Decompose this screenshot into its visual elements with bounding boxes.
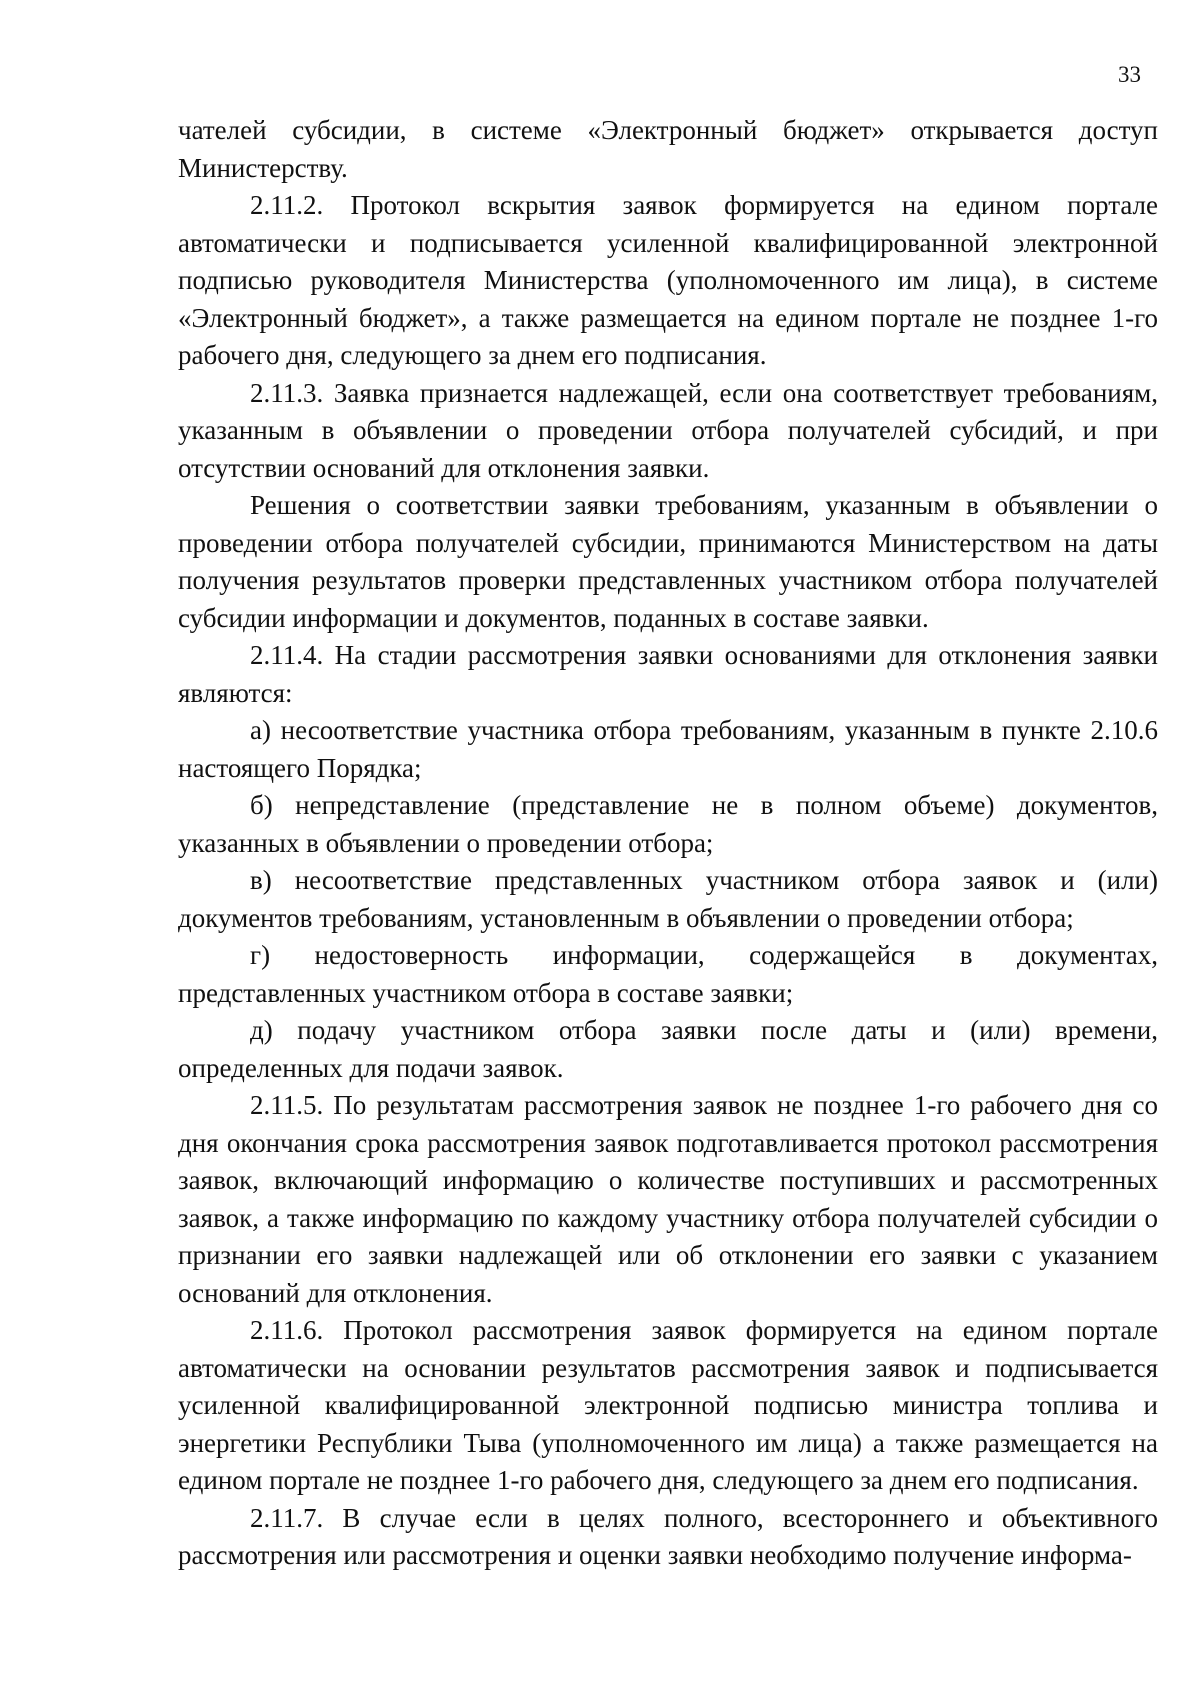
list-item-d: д) подачу участником отбора заявки после даты и (или) времени, определенных для подачи заявок.	[178, 1015, 1158, 1083]
paragraph-2-11-5: 2.11.5. По результатам рассмотрения заявок не позднее 1-го рабочего дня со дня окончания срока рассмотрения заявок подготавливается протокол рассмотрения заявок, включающий информацию о количестве поступивших и рассмотренных заявок, а также информацию по каждому участнику отбора получателей субсидии о признании его заявки надлежащей или об отклонении его заявки с указанием оснований для отклонения.	[178, 1090, 1158, 1308]
list-item-v: в) несоответствие представленных участником отбора заявок и (или) документов требованиям, установленным в объявлении о проведении отбора;	[178, 865, 1158, 933]
list-item-g: г) недостоверность информации, содержащейся в документах, представленных участником отбора в составе заявки;	[178, 940, 1158, 1008]
paragraph-2-11-7: 2.11.7. В случае если в целях полного, всестороннего и объективного рассмотрения или рассмотрения и оценки заявки необходимо получение информа-	[178, 1502, 1158, 1570]
page-number: 33	[1118, 62, 1141, 87]
list-item-a: а) несоответствие участника отбора требованиям, указанным в пункте 2.10.6 настоящего Порядка;	[178, 715, 1158, 783]
paragraph-continuation: чателей субсидии, в системе «Электронный бюджет» открывается доступ Министерству.	[178, 115, 1158, 183]
document-body	[178, 112, 1158, 1575]
paragraph-2-11-3: 2.11.3. Заявка признается надлежащей, если она соответствует требованиям, указанным в объявлении о проведении отбора получателей субсидий, и при отсутствии оснований для отклонения заявки.	[178, 377, 1158, 483]
paragraph-2-11-4: 2.11.4. На стадии рассмотрения заявки основаниями для отклонения заявки являются:	[178, 640, 1158, 708]
paragraph-2-11-2: 2.11.2. Протокол вскрытия заявок формируется на едином портале автоматически и подписывается усиленной квалифицированной электронной подписью руководителя Министерства (уполномоченного им лица), в системе «Электронный бюджет», а также размещается на едином портале не позднее 1-го рабочего дня, следующего за днем его подписания.	[178, 190, 1158, 370]
paragraph-2-11-6: 2.11.6. Протокол рассмотрения заявок формируется на едином портале автоматически на основании результатов рассмотрения заявок и подписывается усиленной квалифицированной электронной подписью министра топлива и энергетики Республики Тыва (уполномоченного им лица) а также размещается на едином портале не позднее 1-го рабочего дня, следующего за днем его подписания.	[178, 1315, 1158, 1495]
list-item-b: б) непредставление (представление не в полном объеме) документов, указанных в объявлении о проведении отбора;	[178, 790, 1158, 858]
paragraph-decision: Решения о соответствии заявки требованиям, указанным в объявлении о проведении отбора получателей субсидии, принимаются Министерством на даты получения результатов проверки представленных участником отбора получателей субсидии информации и документов, поданных в составе заявки.	[178, 490, 1158, 633]
